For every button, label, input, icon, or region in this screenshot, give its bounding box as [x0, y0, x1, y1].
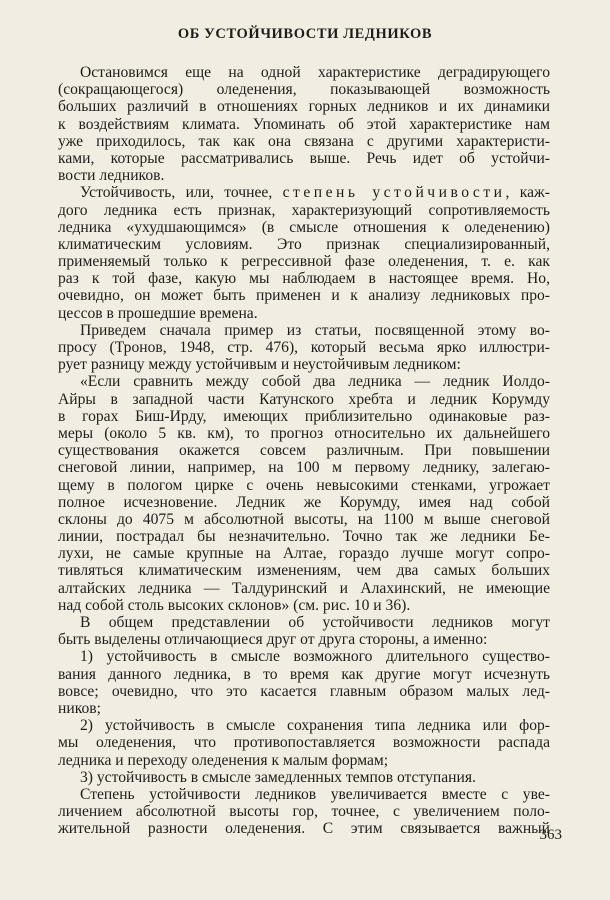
text-line: ледника и переходу оледенения к малым формам; — [58, 751, 389, 769]
text-line: существования окажется совсем различным. При повышении — [58, 442, 550, 460]
text-line: ками, которые рассматривались выше. Речь идет об устойчи- — [58, 149, 550, 167]
text-line: В общем представлении об устойчивости ледников могут — [80, 614, 550, 631]
text-line: дого ледника есть признак, характеризующий сопротивляемость — [58, 201, 550, 219]
text-line: Айры в западной части Катунского хребта и ледник Корумду — [58, 390, 550, 408]
text-line: цессов в прошедшие времена. — [58, 304, 258, 322]
text-line: мы оледенения, что противопоставляется возможности распада — [58, 734, 550, 752]
text-line: меры (около 5 кв. км), то прогноз относительно их дальнейшего — [58, 424, 550, 442]
text-line: очевидно, он может быть применен и к анализу ледниковых про- — [58, 287, 550, 305]
text-line: склоны до 4075 м абсолютной высоты, на 1100 м выше снеговой — [58, 510, 550, 528]
text-line: вания данного ледника, в то время как другие могут исчезнуть — [58, 665, 550, 683]
text-line: в горах Биш-Ирду, имеющих приблизительно одинаковые раз- — [58, 407, 550, 425]
text-line: тивляться климатическим изменениям, чем два самых больших — [58, 562, 550, 580]
text-line: жительной разности оледенения. С этим связывается важный — [58, 820, 550, 838]
text-line: вовсе; очевидно, что это касается главным образом малых лед- — [58, 682, 550, 700]
text-line: 1) устойчивость в смысле возможного длительного существо- — [80, 648, 550, 666]
emphasized-term: степень устойчивости — [282, 184, 506, 202]
text-line: ников; — [58, 699, 101, 717]
text-line: Устойчивость, или, точнее, степень устойчивости, каж- — [80, 184, 550, 202]
text-line: к воздействиям климата. Упоминать об этой характеристике нам — [58, 115, 550, 133]
text-line: (сокращающегося) оледенения, показывающей возможность — [58, 81, 550, 99]
text-line: линии, пострадал бы незначительно. Точно так же ледники Бе- — [58, 528, 550, 546]
text-line: климатическим условиям. Это признак специализированный, — [58, 235, 550, 253]
text-line: ледника «ухудшающимся» (в смысле отношения к оледенению) — [58, 218, 550, 236]
text-line: Приведем сначала пример из статьи, посвященной этому во- — [80, 321, 550, 339]
text-line: вости ледников. — [58, 167, 165, 185]
text-line: раз к той фазе, какую мы наблюдаем в настоящее время. Но, — [58, 270, 550, 288]
text-line: уже приходилось, так как она связана с другими характеристи- — [58, 132, 550, 150]
text-line: над собой столь высоких склонов» (см. рис. 10 и 36). — [58, 596, 411, 614]
text-line: рует разницу между устойчивым и неустойчивым ледником: — [58, 356, 461, 374]
page-body-text — [58, 64, 550, 837]
text-line: щему в пологом цирке с очень невысокими стенками, угрожает — [58, 476, 550, 494]
text-line: Остановимся еще на одной характеристике деградирующего — [80, 64, 550, 81]
text-line: применяемый только к регрессивной фазе оледенения, т. е. как — [58, 253, 550, 271]
text-line: Степень устойчивости ледников увеличивается вместе с уве- — [80, 785, 550, 803]
text-line: больших различий в отношениях горных ледников и их динамики — [58, 98, 550, 116]
text-line: лухи, не самые крупные на Алтае, гораздо лучше могут сопро- — [58, 545, 550, 563]
text-line: личением абсолютной высоты гор, точнее, с увеличением поло- — [58, 803, 550, 821]
text-line: снеговой линии, например, на 100 м первому леднику, залегаю- — [58, 459, 550, 477]
text-line: быть выделены отличающиеся друг от друга стороны, а именно: — [58, 631, 488, 649]
text-line: просу (Тронов, 1948, стр. 476), который весьма ярко иллюстри- — [58, 339, 550, 356]
text-line: полное исчезновение. Ледник же Корумду, имея над собой — [58, 493, 550, 511]
text-line: 2) устойчивость в смысле сохранения типа ледника или фор- — [80, 717, 550, 735]
text-line: «Если сравнить между собой два ледника — ледник Иолдо- — [80, 373, 550, 391]
page-title: ОБ УСТОЙЧИВОСТИ ЛЕДНИКОВ — [177, 26, 433, 42]
text-line: 3) устойчивость в смысле замедленных темпов отступания. — [80, 768, 476, 786]
page-number: 363 — [539, 827, 562, 843]
text-line: алтайских ледника — Талдуринский и Алахинский, не имеющие — [58, 579, 550, 597]
